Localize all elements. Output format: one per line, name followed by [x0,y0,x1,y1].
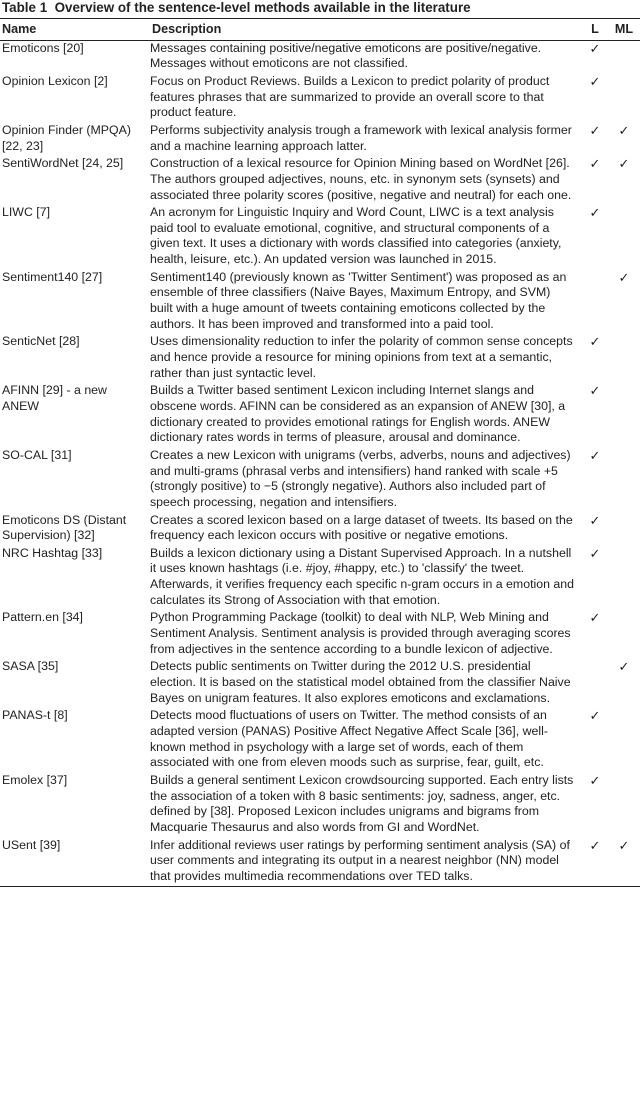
ml-empty-cell [608,708,640,773]
method-name-cell: AFINN [29] - a new ANEW [2,383,107,413]
ml-check-icon: ✓ [618,659,630,675]
lexicon-check-icon: ✓ [582,838,608,887]
method-description-cell: Python Programming Package (toolkit) to deal with NLP, Web Mining and Sentiment Analysis. Sentiment analysis is provided through averaging scores from adjectives in the sentence according to a bundle lexicon of adjective. [150,610,571,656]
header-l: L [582,19,608,41]
lexicon-check-icon: ✓ [589,40,601,56]
ml-check-icon: ✓ [618,156,630,172]
lexicon-check-icon: ✓ [589,205,601,221]
ml-empty-cell [608,205,640,270]
table-caption-label: Table 1 [2,0,48,15]
lexicon-check-icon: ✓ [589,708,601,724]
table-row [0,123,640,156]
table-row [0,334,640,383]
method-description-cell: Detects mood fluctuations of users on Twitter. The method consists of an adapted version (PANAS) Positive Affect Negative Affect Scale [36], well-known method in psychology with a large set of words, each of them associated with one from eleven moods such as surprise, fear, guilt, etc. [150,708,548,770]
method-name-cell: Emoticons [20] [2,40,84,55]
lexicon-check-icon: ✓ [589,122,601,138]
table-row [0,838,640,887]
method-description-cell: Performs subjectivity analysis trough a framework with lexical analysis former and a machine learning approach latter. [150,122,572,153]
lexicon-check-icon: ✓ [589,447,601,463]
method-name-cell: Pattern.en [34] [2,610,83,625]
method-description-cell: Builds a general sentiment Lexicon crowdsourcing supported. Each entry lists the association of a token with 8 basic sentiments: joy, sadness, anger, etc. defined by [38]. Proposed Lexicon includes unigrams and bigrams from Macquarie Thesaurus and also words from GI and WordNet. [150,772,574,834]
method-name-cell: SASA [35] [2,659,59,674]
method-description-cell: Sentiment140 (previously known as 'Twitter Sentiment') was proposed as an ensemble of three classifiers (Naive Bayes, Maximum Entropy, and SVM) built with a huge amount of tweets containing emoticons collected by the authors. It has been improved and transformed into a paid tool. [150,269,567,331]
table-row [0,773,640,838]
method-name-cell: Opinion Finder (MPQA) [22, 23] [2,122,131,153]
method-name-cell: Opinion Lexicon [2] [2,73,108,88]
method-name-cell: USent [39] [0,838,150,887]
lexicon-check-icon: ✓ [589,383,601,399]
table-body [0,40,640,887]
ml-empty-cell [608,448,640,513]
method-name-cell: PANAS-t [8] [2,708,68,723]
ml-empty-cell [608,773,640,838]
table-row [0,546,640,611]
method-description-cell: An acronym for Linguistic Inquiry and Word Count, LIWC is a text analysis paid tool to evaluate emotional, cognitive, and structural components of a given text. It uses a dictionary with words classified into categories (anxiety, health, leisure, etc.). An updated version was launched in 2015. [150,205,562,267]
lexicon-empty-cell [582,659,608,708]
table-row [0,270,640,335]
ml-empty-cell [608,546,640,611]
ml-empty-cell [608,40,640,74]
lexicon-empty-cell [582,270,608,335]
methods-table [0,18,640,887]
ml-empty-cell [608,74,640,123]
lexicon-check-icon: ✓ [589,73,601,89]
method-description-cell: Builds a lexicon dictionary using a Distant Supervised Approach. In a nutshell it uses known hashtags (i.e. #joy, #happy, etc.) to 'classify' the tweet. Afterwards, it verifies frequency each specific n-gram occurs in a emotion and calculates its Strong of Association with that emotion. [150,545,574,607]
method-name-cell: LIWC [7] [2,205,51,220]
lexicon-check-icon: ✓ [589,334,601,350]
table-row [0,513,640,546]
lexicon-check-icon: ✓ [589,545,601,561]
method-description-cell: Uses dimensionality reduction to infer the polarity of common sense concepts and hence provide a resource for mining opinions from text at a semantic, rather than just syntactic level. [150,334,573,380]
header-ml: ML [608,19,640,41]
ml-empty-cell [608,334,640,383]
header-description: Description [150,19,582,41]
table-row [0,383,640,448]
ml-empty-cell [608,513,640,546]
method-name-cell: SenticNet [28] [2,334,80,349]
table-row [0,205,640,270]
method-name-cell: NRC Hashtag [33] [2,545,103,560]
table-caption-title: Overview of the sentence-level methods available in the literature [54,0,471,15]
table-row [0,156,640,205]
method-description-cell: Messages containing positive/negative emoticons are positive/negative. Messages without emoticons are not classified. [150,40,542,71]
method-name-cell: SO-CAL [31] [2,447,72,462]
method-description-cell: Builds a Twitter based sentiment Lexicon including Internet slangs and obscene words. AFINN can be considered as an expansion of ANEW [30], a dictionary created to provides emotional ratings for English words. ANEW dictionary rates words in terms of pleasure, arousal and dominance. [150,383,566,445]
method-description-cell: Focus on Product Reviews. Builds a Lexicon to predict polarity of product features phrases that are summarized to provide an overall score to that product feature. [150,73,550,120]
method-description-cell: Detects public sentiments on Twitter during the 2012 U.S. presidential election. It is based on the statistical model obtained from the classifier Naive Bayes on unigram features. It also explores emoticons and exclamations. [150,659,571,705]
table-header-row [0,19,640,41]
ml-check-icon: ✓ [618,122,630,138]
ml-empty-cell [608,383,640,448]
table-row [0,659,640,708]
method-description-cell: Creates a scored lexicon based on a large dataset of tweets. Its based on the frequency each lexicon occurs with positive or negative emotions. [150,512,573,543]
ml-check-icon: ✓ [618,269,630,285]
method-description-cell: Creates a new Lexicon with unigrams (verbs, adverbs, nouns and adjectives) and multi-grams (phrasal verbs and intensifiers) hand ranked with scale +5 (strongly positive) to −5 (strongly negative). Authors also included part of speech processing, negation and intensifiers. [150,447,571,509]
table-row [0,40,640,74]
header-name: Name [0,19,150,41]
lexicon-check-icon: ✓ [589,772,601,788]
lexicon-check-icon: ✓ [589,610,601,626]
table-row [0,610,640,659]
method-description-cell: Infer additional reviews user ratings by performing sentiment analysis (SA) of user comments and integrating its output in a nearest neighbor (NN) model that provides multimedia recommendations over TED talks. [150,838,582,887]
method-name-cell: Emoticons DS (Distant Supervision) [32] [2,512,127,543]
method-name-cell: Emolex [37] [2,772,68,787]
table-caption [0,0,640,18]
ml-empty-cell [608,610,640,659]
table-row [0,448,640,513]
method-name-cell: Sentiment140 [27] [2,269,103,284]
table-row [0,708,640,773]
ml-check-icon: ✓ [608,838,640,887]
lexicon-check-icon: ✓ [589,512,601,528]
method-description-cell: Construction of a lexical resource for Opinion Mining based on WordNet [26]. The authors grouped adjectives, nouns, etc. in synonym sets (synsets) and associated three polarity scores (positive, negative and neutral) for each one. [150,156,572,202]
lexicon-check-icon: ✓ [589,156,601,172]
table-row [0,74,640,123]
method-name-cell: SentiWordNet [24, 25] [2,156,124,171]
